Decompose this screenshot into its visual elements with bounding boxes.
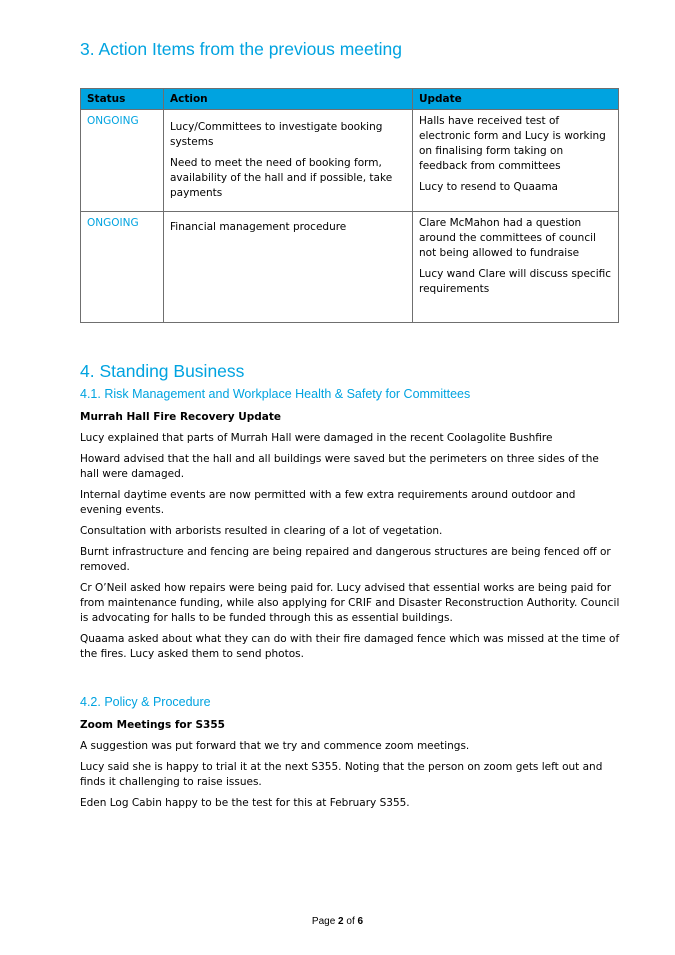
page-footer [0,916,675,927]
section-4-1-heading: 4.1. Risk Management and Workplace Health & Safety for Committees [80,387,471,401]
subsection-title: Murrah Hall Fire Recovery Update [80,411,282,423]
update-cell [413,110,619,212]
paragraph: Eden Log Cabin happy to be the test for this at February S355. [80,797,410,809]
action-text: Need to meet the need of booking form, availability of the hall and if possible, take payments [170,157,393,199]
current-page-number: 2 [338,916,344,927]
update-text: Lucy wand Clare will discuss specific requirements [419,268,611,295]
paragraph: A suggestion was put forward that we try and commence zoom meetings. [80,740,470,752]
paragraph: Burnt infrastructure and fencing are being repaired and dangerous structures are being fenced off or removed. [80,546,611,573]
paragraph: Lucy explained that parts of Murrah Hall were damaged in the recent Coolagolite Bushfire [80,432,553,444]
update-text: Clare McMahon had a question around the committees of council not being allowed to fundraise [419,217,596,259]
status-badge: ONGOING [87,217,139,229]
of-word: of [346,916,355,927]
update-text: Lucy to resend to Quaama [419,181,558,193]
action-cell [164,110,413,212]
section-4-1-body [80,410,620,668]
column-header-status: Status [81,89,164,110]
paragraph: Quaama asked about what they can do with their fire damaged fence which was missed at the time of the fires. Lucy asked them to send photos. [80,633,620,660]
paragraph: Lucy said she is happy to trial it at the next S355. Noting that the person on zoom gets left out and finds it challenging to raise issues. [80,761,603,788]
table-header-row [81,89,619,110]
paragraph: Internal daytime events are now permitted with a few extra requirements around outdoor and evening events. [80,489,576,516]
section-4-heading: 4. Standing Business [80,361,245,381]
total-pages-number: 6 [357,916,364,927]
column-header-update: Update [413,89,619,110]
section-4-2-heading: 4.2. Policy & Procedure [80,695,211,709]
table-row [81,110,619,212]
page-word: Page [311,916,336,927]
update-text: Halls have received test of electronic form and Lucy is working on finalising form taking on feedback from committees [419,115,606,172]
status-cell [81,110,164,212]
action-text: Lucy/Committees to investigate booking systems [170,121,383,148]
paragraph: Consultation with arborists resulted in clearing of a lot of vegetation. [80,525,443,537]
action-text: Financial management procedure [170,221,347,233]
action-items-table [80,88,619,323]
table-row [81,212,619,323]
update-cell [413,212,619,323]
paragraph: Howard advised that the hall and all buildings were saved but the perimeters on three sides of the hall were damaged. [80,453,599,480]
paragraph: Cr O’Neil asked how repairs were being paid for. Lucy advised that essential works are being paid for from maintenance funding, while also applying for CRIF and Disaster Reconstruction Authority. Council is advocating for halls to be funded through this as essential buildings. [80,582,620,624]
column-header-action: Action [164,89,413,110]
section-4-2-body [80,718,620,817]
section-3-heading: 3. Action Items from the previous meeting [80,39,402,59]
action-cell [164,212,413,323]
status-cell [81,212,164,323]
subsection-title: Zoom Meetings for S355 [80,719,225,731]
status-badge: ONGOING [87,115,139,127]
